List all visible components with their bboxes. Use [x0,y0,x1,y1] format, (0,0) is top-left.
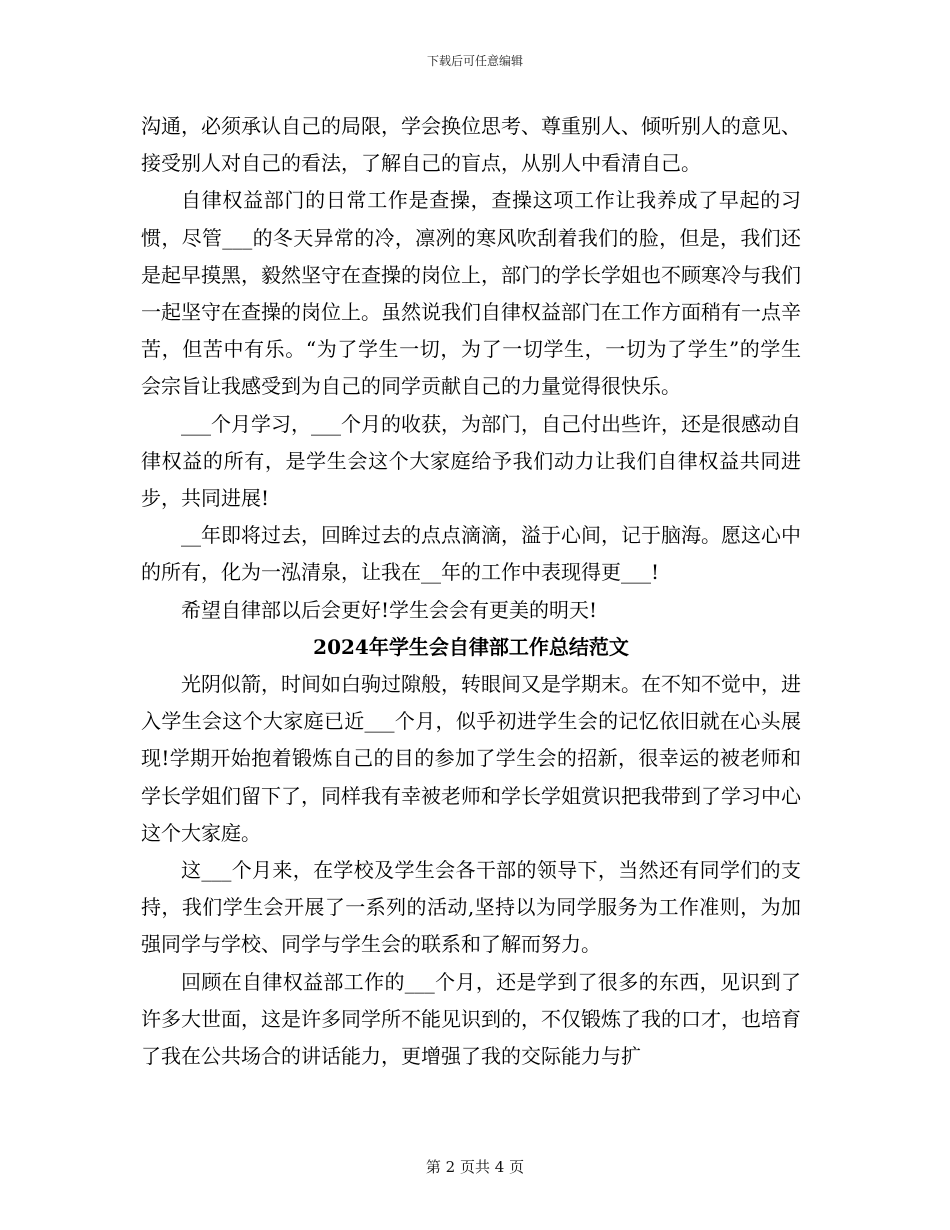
paragraph-2: 自律权益部门的日常工作是查操，查操这项工作让我养成了早起的习惯，尽管___的冬天异常的冷，凛冽的寒风吹刮着我们的脸，但是，我们还是起早摸黑，毅然坚守在查操的岗位上，部门的学长学姐也不顾寒冷与我们一起坚守在查操的岗位上。虽然说我们自律权益部门在工作方面稍有一点辛苦，但苦中有乐。“为了学生一切，为了一切学生，一切为了学生”的学生会宗旨让我感受到为自己的同学贡献自己的力量觉得很快乐。 [141,188,801,399]
page-header: 下载后可任意编辑 [426,54,523,68]
page-footer: 第 2 页共 4 页 [425,1158,525,1176]
paragraph-7: 这___个月来，在学校及学生会各干部的领导下，当然还有同学们的支持，我们学生会开展了一系列的活动,坚持以为同学服务为工作准则，为加强同学与学校、同学与学生会的联系和了解而努力。 [141,858,801,957]
paragraph-8: 回顾在自律权益部工作的___个月，还是学到了很多的东西，见识到了许多大世面，这是许多同学所不能见识到的，不仅锻炼了我的口才，也培育了我在公共场合的讲话能力，更增强了我的交际能力与扩 [141,969,801,1069]
paragraph-6: 光阴似箭，时间如白驹过隙般，转眼间又是学期末。在不知不觉中，进入学生会这个大家庭已近___个月，似乎初进学生会的记忆依旧就在心头展现!学期开始抱着锻炼自己的目的参加了学生会的招新，很幸运的被老师和学长学姐们留下了，同样我有幸被老师和学长学姐赏识把我带到了学习中心这个大家庭。 [141,672,801,845]
paragraph-3: ___个月学习，___个月的收获，为部门，自己付出些许，还是很感动自律权益的所有，是学生会这个大家庭给予我们动力让我们自律权益共同进步，共同进展! [141,411,801,511]
paragraph-4: __年即将过去，回眸过去的点点滴滴，溢于心间，记于脑海。愿这心中的所有，化为一泓清泉，让我在__年的工作中表现得更___! [141,523,801,585]
section-title: 2024年学生会自律部工作总结范文 [313,634,629,659]
document-body [141,108,801,1075]
paragraph-5: 希望自律部以后会更好!学生会会有更美的明天! [181,597,598,622]
paragraph-1: 沟通，必须承认自己的局限，学会换位思考、尊重别人、倾听别人的意见、接受别人对自己的看法，了解自己的盲点，从别人中看清自己。 [141,114,801,176]
